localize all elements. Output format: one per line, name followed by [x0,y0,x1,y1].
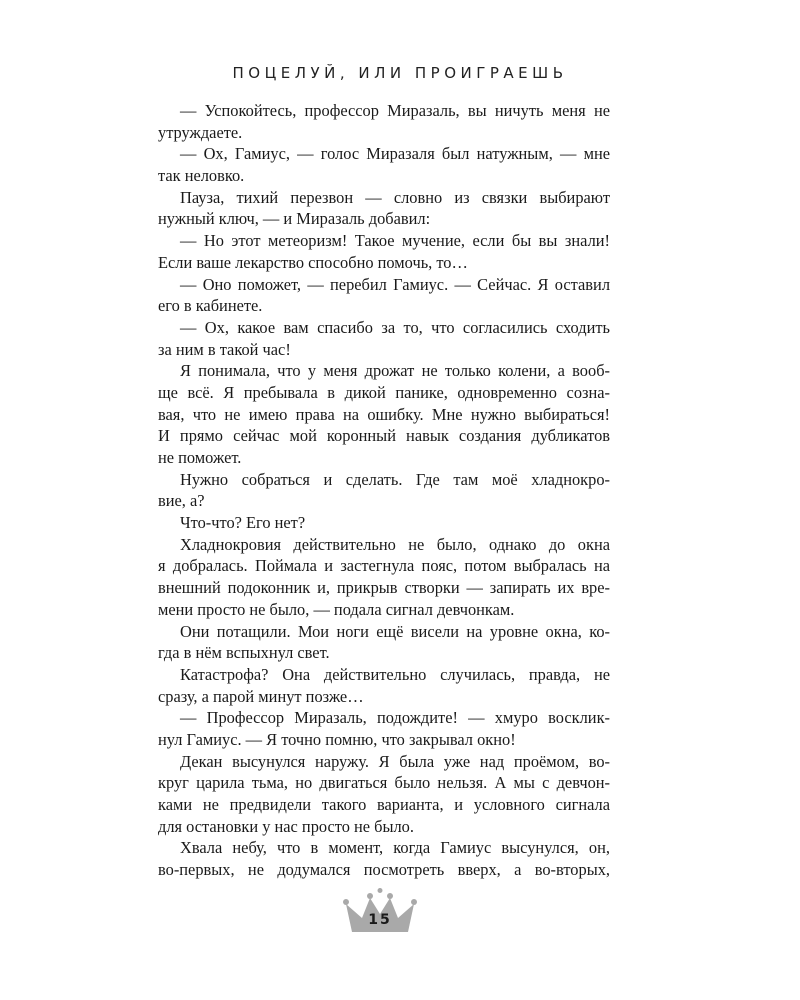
text-line: И прямо сейчас мой коронный навык создания дубликатов [158,426,610,446]
body-text [158,100,610,881]
text-line: не поможет. [158,448,242,467]
text-line: Нужно собраться и сделать. Где там моё хладнокро- [180,469,610,489]
text-line: Хладнокровия действительно не было, однако до окна [180,534,610,554]
text-line: нужный ключ, — и Миразаль добавил: [158,209,431,229]
text-line: ще всё. Я пребывала в дикой панике, одновременно созна- [158,382,610,402]
text-line: Они потащили. Мои ноги ещё висели на уровне окна, ко- [180,621,610,641]
text-line: — Но этот метеоризм! Такое мучение, если бы вы знали! [180,231,610,251]
text-line: во-первых, не додумался посмотреть вверх, а во-вторых, [158,860,610,880]
text-line: Что-что? Его нет? [180,513,306,533]
text-line: круг царила тьма, но двигаться было нельзя. А мы с девчон- [158,773,610,793]
text-line: — Ох, Гамиус, — голос Миразаля был натужным, — мне [180,144,610,164]
text-line: гда в нём вспыхнул свет. [158,643,330,663]
text-line: вая, что не имею права на ошибку. Мне нужно выбираться! [158,404,610,424]
text-line: — Успокойтесь, профессор Миразаль, вы ничуть меня не [180,101,610,120]
text-line: — Профессор Миразаль, подождите! — хмуро восклик- [180,708,610,728]
text-line: Пауза, тихий перезвон — словно из связки выбирают [180,187,610,207]
text-line: так неловко. [158,166,245,186]
text-line: для остановки у нас просто не было. [158,816,414,836]
running-header: ПОЦЕЛУЙ, ИЛИ ПРОИГРАЕШЬ [232,64,568,82]
text-line: его в кабинете. [158,296,263,316]
text-line: я добралась. Поймала и застегнула пояс, потом выбралась на [158,556,610,576]
text-line: Катастрофа? Она действительно случилась, правда, не [180,664,610,684]
text-line: Если ваше лекарство способно помочь, то… [158,252,468,272]
text-line: Я понимала, что у меня дрожат не только колени, а вооб- [180,361,610,381]
text-line: нул Гамиус. — Я точно помню, что закрывал окно! [158,729,516,749]
text-line: утруждаете. [158,122,243,142]
text-line: — Ох, какое вам спасибо за то, что согласились сходить [180,317,610,337]
text-line: ками не предвидели такого варианта, и условного сигнала [158,795,610,814]
text-line: мени просто не было, — подала сигнал девчонкам. [158,599,515,619]
page-number: 15 [368,912,392,928]
text-line: сразу, а парой минут позже… [158,686,364,706]
text-line: за ним в такой час! [158,339,291,359]
text-line: вие, а? [158,491,205,511]
text-line: Декан высунулся наружу. Я была уже над проёмом, во- [180,751,610,771]
text-line: — Оно поможет, — перебил Гамиус. — Сейчас. Я оставил [180,274,610,294]
text-line: Хвала небу, что в момент, когда Гамиус высунулся, он, [180,838,610,858]
text-line: внешний подоконник и, прикрыв створки — запирать их вре- [158,578,610,598]
